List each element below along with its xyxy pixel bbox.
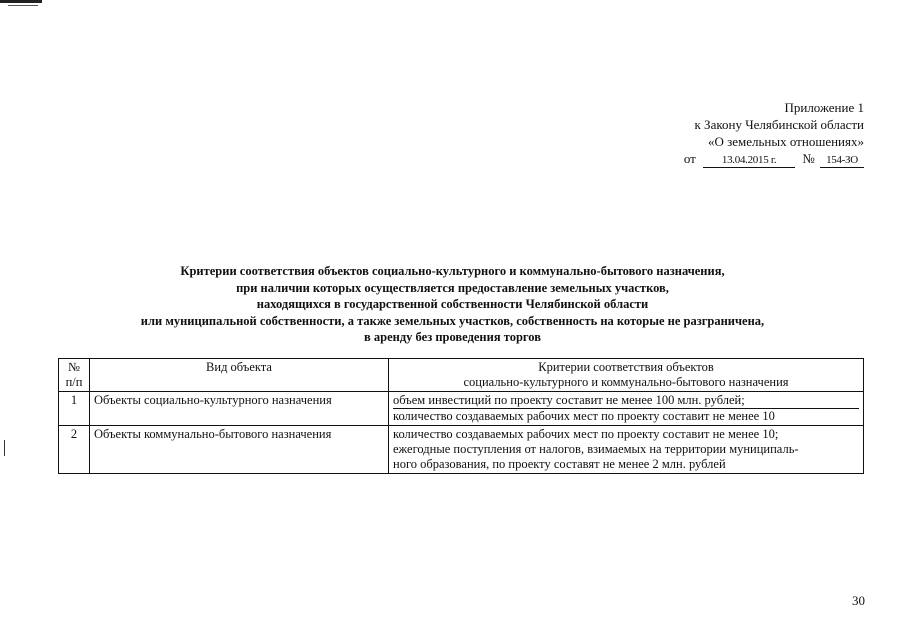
header-object-type: Вид объекта bbox=[90, 359, 389, 392]
row-object-type: Объекты коммунально-бытового назначения bbox=[90, 426, 389, 474]
title-line-1: Критерии соответствия объектов социально-культурного и коммунально-бытового назначения, bbox=[180, 264, 725, 278]
scan-edge-mark bbox=[0, 0, 42, 3]
criteria-line: количество создаваемых рабочих мест по проекту составит не менее 10; bbox=[393, 427, 779, 441]
appendix-line-2: к Закону Челябинской области bbox=[694, 117, 864, 132]
appendix-line-3: «О земельных отношениях» bbox=[707, 134, 864, 149]
criteria-table bbox=[58, 358, 864, 474]
header-number-line-2: п/п bbox=[65, 375, 83, 389]
table-row bbox=[59, 426, 864, 474]
document-title bbox=[95, 263, 810, 346]
header-number-line-1: № bbox=[68, 360, 80, 374]
date-prefix: от bbox=[683, 151, 696, 166]
table-header-row bbox=[59, 359, 864, 392]
date-value: 13.04.2015 г. bbox=[703, 154, 795, 168]
header-criteria-line-1: Критерии соответствия объектов bbox=[538, 360, 714, 374]
number-prefix: № bbox=[802, 151, 815, 166]
scan-artifact bbox=[4, 440, 5, 456]
row-number: 2 bbox=[59, 426, 90, 474]
criteria-line: ежегодные поступления от налогов, взимаемых на территории муниципаль- bbox=[393, 442, 799, 456]
table-row bbox=[59, 392, 864, 426]
row-criteria bbox=[389, 426, 864, 474]
scan-edge-mark-2 bbox=[8, 5, 38, 6]
header-criteria-line-2: социально-культурного и коммунально-бытового назначения bbox=[463, 375, 789, 389]
header-number bbox=[59, 359, 90, 392]
header-criteria bbox=[389, 359, 864, 392]
appendix-header bbox=[544, 99, 864, 168]
number-value: 154-ЗО bbox=[820, 154, 864, 168]
appendix-date-line bbox=[544, 150, 864, 168]
row-object-type: Объекты социально-культурного назначения bbox=[90, 392, 389, 426]
criteria-line: ного образования, по проекту составят не менее 2 млн. рублей bbox=[393, 457, 726, 471]
title-line-3: находящихся в государственной собственности Челябинской области bbox=[256, 297, 649, 311]
title-line-4: или муниципальной собственности, а также земельных участков, собственность на которые не разграничена, bbox=[140, 313, 765, 328]
criteria-line: количество создаваемых рабочих мест по проекту составит не менее 10 bbox=[393, 409, 775, 423]
page-number: 30 bbox=[852, 593, 865, 608]
row-number: 1 bbox=[59, 392, 90, 426]
row-criteria bbox=[389, 392, 864, 426]
title-line-5: в аренду без проведения торгов bbox=[364, 330, 541, 344]
criteria-line: объем инвестиций по проекту составит не менее 100 млн. рублей; bbox=[393, 393, 859, 409]
title-line-2: при наличии которых осуществляется предоставление земельных участков, bbox=[236, 280, 669, 295]
appendix-line-1: Приложение 1 bbox=[784, 100, 864, 115]
